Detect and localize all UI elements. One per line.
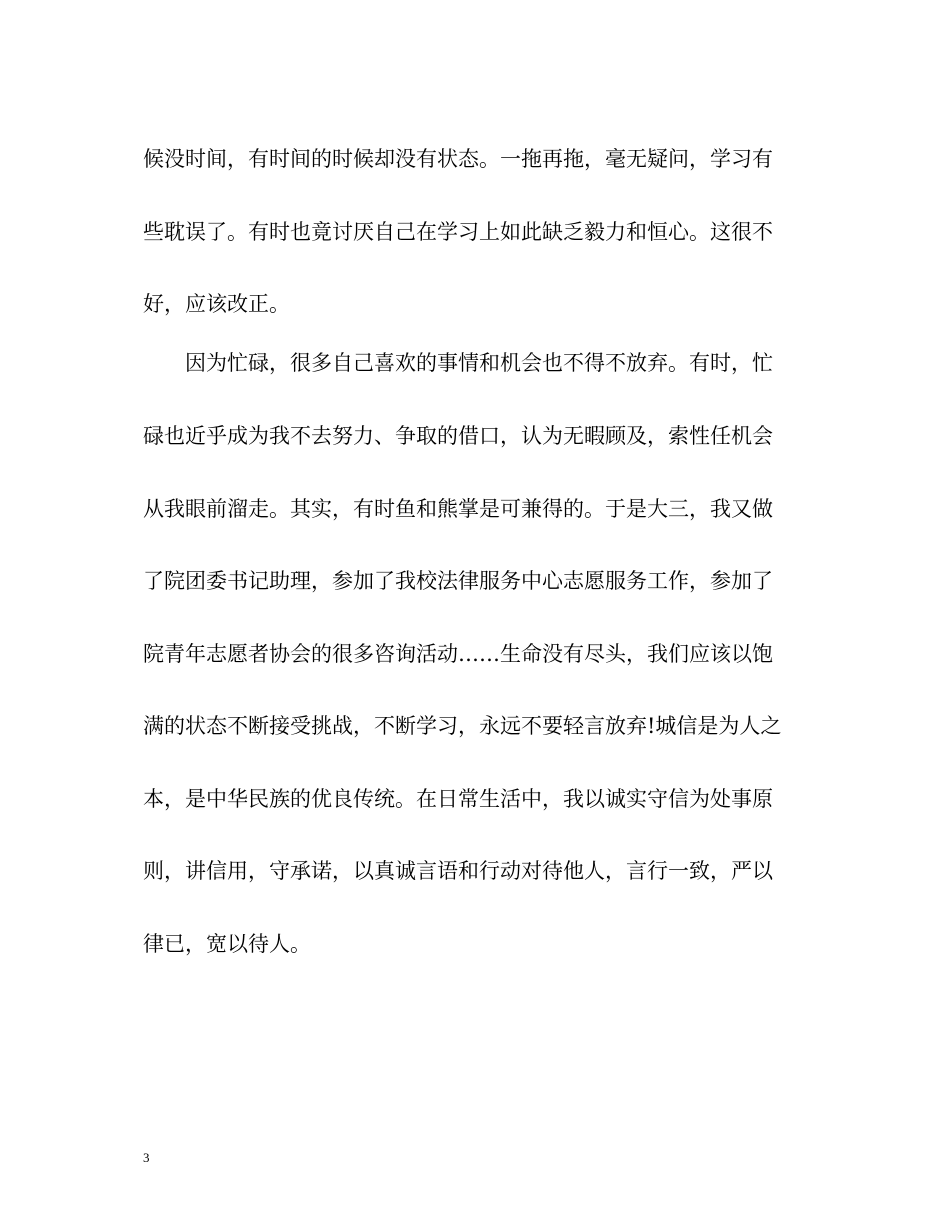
body-text-line: 碌也近乎成为我不去努力、争取的借口，认为无暇顾及，索性任机会 <box>143 424 773 448</box>
body-text-line: 则，讲信用，守承诺，以真诚言语和行动对待他人，言行一致，严以 <box>143 859 773 883</box>
page-number: 3 <box>143 1150 150 1165</box>
body-text-line: 好，应该改正。 <box>143 292 290 316</box>
body-text-line: 院青年志愿者协会的很多咨询活动……生命没有尽头，我们应该以饱 <box>143 642 773 666</box>
body-text-line: 因为忙碌，很多自己喜欢的事情和机会也不得不放弃。有时，忙 <box>185 351 773 375</box>
body-text-line: 些耽误了。有时也竟讨厌自己在学习上如此缺乏毅力和恒心。这很不 <box>143 220 773 244</box>
body-text-line: 候没时间，有时间的时候却没有状态。一拖再拖，毫无疑问，学习有 <box>143 147 773 171</box>
body-text-line: 律已，宽以待人。 <box>143 932 311 956</box>
body-text-line: 满的状态不断接受挑战，不断学习，永远不要轻言放弃!城信是为人之 <box>143 714 782 738</box>
body-text-line: 了院团委书记助理，参加了我校法律服务中心志愿服务工作，参加了 <box>143 569 773 593</box>
body-text-line: 从我眼前溜走。其实，有时鱼和熊掌是可兼得的。于是大三，我又做 <box>143 497 773 521</box>
body-text-line: 本，是中华民族的优良传统。在日常生活中，我以诚实守信为处事原 <box>143 787 773 811</box>
